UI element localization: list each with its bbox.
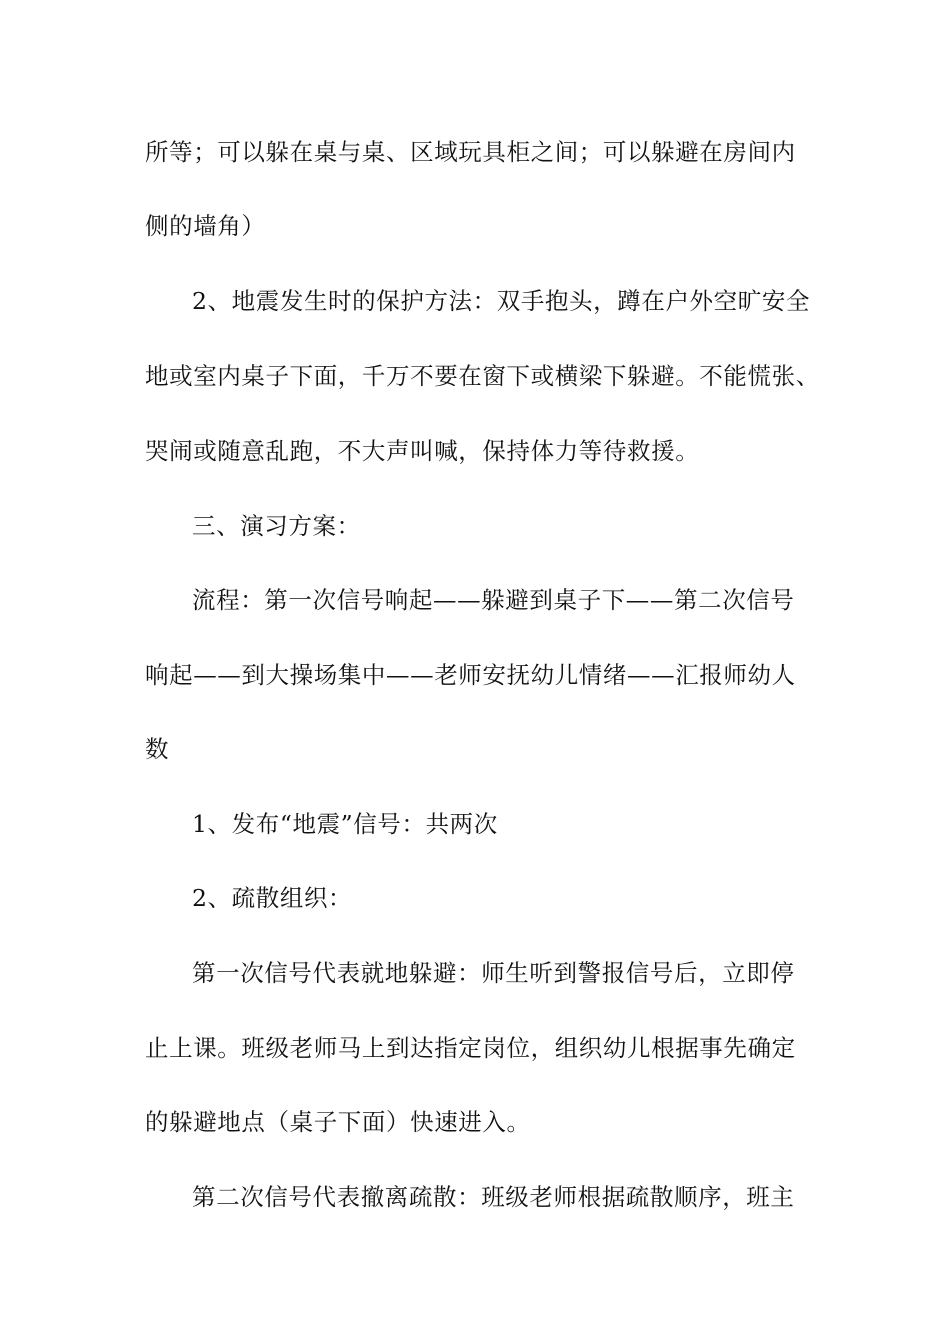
paragraph-line: 1、发布“地震”信号：共两次	[192, 810, 498, 838]
paragraph-line: 2、疏散组织：	[192, 884, 353, 912]
paragraph-line: 第二次信号代表撤离疏散：班级老师根据疏散顺序，班主	[192, 1183, 795, 1211]
paragraph-line: 数	[145, 735, 170, 763]
section-heading: 三、演习方案：	[192, 512, 361, 540]
paragraph-line: 止上课。班级老师马上到达指定岗位，组织幼儿根据事先确定	[145, 1034, 796, 1062]
paragraph-line: 2、地震发生时的保护方法：双手抱头，蹲在户外空旷安全	[192, 287, 811, 315]
paragraph-line: 的躲避地点（桌子下面）快速进入。	[145, 1108, 531, 1136]
paragraph-line: 哭闹或随意乱跑，不大声叫喊，保持体力等待救援。	[145, 437, 700, 465]
paragraph-line: 第一次信号代表就地躲避：师生听到警报信号后，立即停	[192, 959, 795, 987]
paragraph-line: 响起——到大操场集中——老师安抚幼儿情绪——汇报师幼人	[145, 661, 796, 689]
paragraph-line: 侧的墙角）	[145, 212, 266, 240]
paragraph-line: 流程：第一次信号响起——躲避到桌子下——第二次信号	[192, 586, 795, 614]
paragraph-line: 所等；可以躲在桌与桌、区域玩具柜之间；可以躲避在房间内	[145, 138, 796, 166]
paragraph-line: 地或室内桌子下面，千万不要在窗下或横梁下躲避。不能慌张、	[145, 362, 820, 390]
